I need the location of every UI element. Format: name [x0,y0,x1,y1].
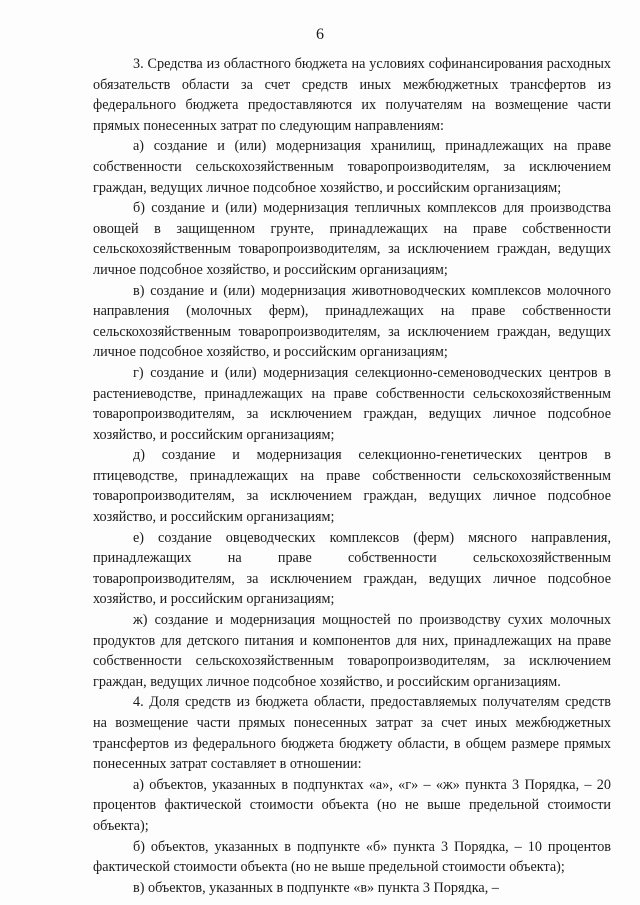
document-body [93,54,611,898]
paragraph-3v: в) создание и (или) модернизация животноводческих комплексов молочного направления (молочных ферм), принадлежащих на праве собственности сельскохозяйственным товаропроизводителям, за исключением граждан, ведущих личное подсобное хозяйство, и российским организациям; [93,282,611,361]
page-number: 6 [316,26,324,43]
paragraph-3zh: ж) создание и модернизация мощностей по производству сухих молочных продуктов для детского питания и компонентов для них, принадлежащих на праве собственности сельскохозяйственным товаропроизводителям, за исключением граждан, ведущих личное подсобное хозяйство, и российским организациям. [93,612,611,690]
paragraph-3: 3. Средства из областного бюджета на условиях софинансирования расходных обязательств области за счет средств иных межбюджетных трансфертов из федерального бюджета предоставляются их получателям на возмещение части прямых понесенных затрат по следующим направлениям: [93,56,611,134]
paragraph-3b: б) создание и (или) модернизация тепличных комплексов для производства овощей в защищенном грунте, принадлежащих на праве собственности сельскохозяйственным товаропроизводителям, за исключением граждан, ведущих личное подсобное хозяйство, и российским организациям; [93,200,611,278]
paragraph-4b: б) объектов, указанных в подпункте «б» пункта 3 Порядка, – 10 процентов фактической стоимости объекта (но не выше предельной стоимости объекта); [93,838,611,876]
paragraph-3g: г) создание и (или) модернизация селекционно-семеноводческих центров в растениеводстве, принадлежащих на праве собственности сельскохозяйственным товаропроизводителям, за исключением граждан, ведущих личное подсобное хозяйство, и российским организациям; [93,364,611,443]
paragraph-4: 4. Доля средств из бюджета области, предоставляемых получателям средств на возмещение части прямых понесенных затрат за счет иных межбюджетных трансфертов из федерального бюджета бюджету области, в общем размере прямых понесенных затрат составляет в отношении: [93,694,611,773]
paragraph-3d: д) создание и модернизация селекционно-генетических центров в птицеводстве, принадлежащих на праве собственности сельскохозяйственным товаропроизводителям, за исключением граждан, ведущих личное подсобное хозяйство, и российским организациям; [93,447,611,526]
paragraph-4v: в) объектов, указанных в подпункте «в» пункта 3 Порядка, – [133,879,499,896]
paragraph-4a: а) объектов, указанных в подпунктах «а», «г» – «ж» пункта 3 Порядка, – 20 процентов фактической стоимости объекта (но не выше предельной стоимости объекта); [93,776,611,834]
paragraph-3e: е) создание овцеводческих комплексов (ферм) мясного направления, принадлежащих на праве собственности сельскохозяйственным товаропроизводителям, за исключением граждан, ведущих личное подсобное хозяйство, и российским организациям; [93,529,611,608]
paragraph-3a: а) создание и (или) модернизация хранилищ, принадлежащих на праве собственности сельскохозяйственным товаропроизводителям, за исключением граждан, ведущих личное подсобное хозяйство, и российским организациям; [93,138,611,196]
